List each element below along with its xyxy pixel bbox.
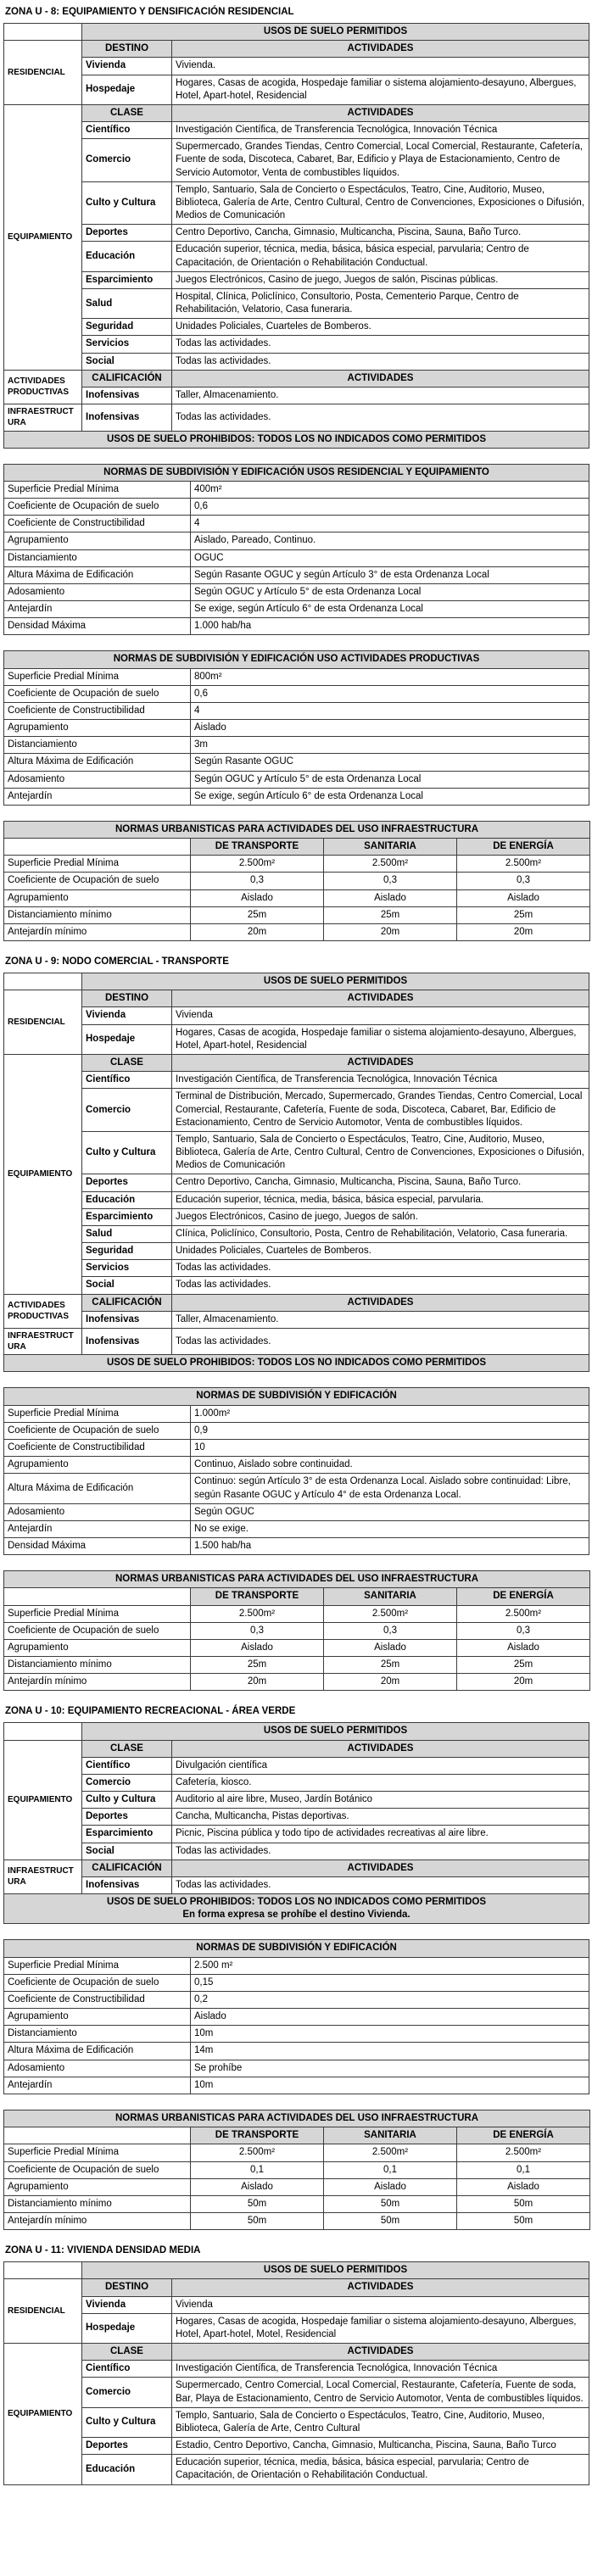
column-header: CLASE bbox=[82, 1055, 172, 1072]
infra-value: 50m bbox=[324, 2195, 457, 2212]
column-header: CLASE bbox=[82, 1740, 172, 1757]
infra-column-header: DE TRANSPORTE bbox=[191, 2127, 324, 2144]
use-actividades-text: Juegos Electrónicos, Casino de juego, Juegos de salón, Piscinas públicas. bbox=[172, 271, 589, 288]
norma-label: Distanciamiento bbox=[4, 737, 191, 754]
use-destino-label: Salud bbox=[82, 288, 172, 318]
norma-label: Superficie Predial Mínima bbox=[4, 481, 191, 498]
use-destino-label: Social bbox=[82, 1277, 172, 1294]
infra-value: Aislado bbox=[324, 2178, 457, 2195]
use-actividades-text: Hogares, Casas de acogida, Hospedaje familiar o sistema alojamiento-desayuno, Albergues, Hotel, Apart-hotel, Motel, Residencial bbox=[172, 2313, 589, 2343]
infra-value: 25m bbox=[457, 1657, 590, 1674]
norma-label: Altura Máxima de Edificación bbox=[4, 566, 191, 583]
norma-label: Coeficiente de Ocupación de suelo bbox=[4, 1974, 191, 1991]
use-category-label: EQUIPAMIENTO bbox=[4, 104, 82, 370]
infra-row-label: Agrupamiento bbox=[4, 889, 191, 906]
use-destino-label: Salud bbox=[82, 1225, 172, 1242]
norma-value: 2.500 m² bbox=[191, 1957, 589, 1974]
column-header: DESTINO bbox=[82, 2279, 172, 2296]
infra-value: 0,1 bbox=[324, 2161, 457, 2178]
use-actividades-text: Todas las actividades. bbox=[172, 1260, 589, 1277]
norma-label: Coeficiente de Constructibilidad bbox=[4, 1991, 191, 2008]
use-category-label: INFRAESTRUCTURA bbox=[4, 1328, 82, 1354]
use-destino-label: Científico bbox=[82, 122, 172, 139]
column-header: CALIFICACIÓN bbox=[82, 370, 172, 387]
use-actividades-text: Vivienda bbox=[172, 1007, 589, 1024]
norma-label: Altura Máxima de Edificación bbox=[4, 2043, 191, 2060]
infra-table-title: NORMAS URBANISTICAS PARA ACTIVIDADES DEL USO INFRAESTRUCTURA bbox=[4, 821, 590, 838]
norma-value: Según OGUC y Artículo 5° de esta Ordenanza Local bbox=[191, 583, 589, 600]
norma-value: Aislado bbox=[191, 2009, 589, 2026]
infra-value: 25m bbox=[324, 906, 457, 923]
use-destino-label: Esparcimiento bbox=[82, 271, 172, 288]
infra-column-header: DE TRANSPORTE bbox=[191, 839, 324, 856]
use-actividades-text: Todas las actividades. bbox=[172, 1876, 589, 1893]
normas-subdivision-table bbox=[3, 650, 589, 806]
norma-label: Densidad Máxima bbox=[4, 618, 191, 635]
use-category-label: RESIDENCIAL bbox=[4, 990, 82, 1055]
column-header: DESTINO bbox=[82, 990, 172, 1007]
norma-value: 0,2 bbox=[191, 1991, 589, 2008]
usos-table-corner-cell bbox=[4, 973, 82, 990]
column-header: CALIFICACIÓN bbox=[82, 1294, 172, 1311]
use-destino-label: Culto y Cultura bbox=[82, 1131, 172, 1174]
infra-column-header: SANITARIA bbox=[324, 1588, 457, 1605]
infra-value: 20m bbox=[324, 923, 457, 940]
use-actividades-text: Centro Deportivo, Cancha, Gimnasio, Multicancha, Piscina, Sauna, Baño Turco. bbox=[172, 1174, 589, 1191]
column-header: ACTIVIDADES bbox=[172, 1740, 589, 1757]
infra-row-label: Agrupamiento bbox=[4, 1639, 191, 1656]
use-actividades-text: Templo, Santuario, Sala de Concierto o Espectáculos, Teatro, Cine, Auditorio, Museo, Biblioteca, Galería de Arte, Centro Cultural bbox=[172, 2407, 589, 2437]
use-destino-label: Vivienda bbox=[82, 1007, 172, 1024]
norma-value: 400m² bbox=[191, 481, 589, 498]
prohibidos-line: USOS DE SUELO PROHIBIDOS: TODOS LOS NO INDICADOS COMO PERMITIDOS bbox=[106, 1358, 487, 1369]
infra-value: 0,3 bbox=[191, 1622, 324, 1639]
use-destino-label: Educación bbox=[82, 242, 172, 271]
use-category-label: INFRAESTRUCTURA bbox=[4, 1860, 82, 1893]
use-category-label: INFRAESTRUCTURA bbox=[4, 404, 82, 431]
use-actividades-text: Terminal de Distribución, Mercado, Supermercado, Grandes Tiendas, Centro Comercial, Local Comercial, Restaurante, Cafetería, Fuente de soda, Discoteca, Cabaret, Bar, Edificio de Estacionamiento, Centro de Servicio Automotor, Venta de combustibles líquidos. bbox=[172, 1089, 589, 1132]
infra-column-header: DE ENERGÍA bbox=[457, 839, 590, 856]
column-header: ACTIVIDADES bbox=[172, 2344, 589, 2361]
infra-value: 20m bbox=[457, 923, 590, 940]
infra-value: 50m bbox=[324, 2213, 457, 2230]
use-destino-label: Hospedaje bbox=[82, 2313, 172, 2343]
use-actividades-text: Investigación Científica, de Transferencia Tecnológica, Innovación Técnica bbox=[172, 1072, 589, 1089]
infra-row-label: Distanciamiento mínimo bbox=[4, 2195, 191, 2212]
column-header: ACTIVIDADES bbox=[172, 104, 589, 121]
norma-value: Se prohíbe bbox=[191, 2060, 589, 2077]
zone-title: ZONA U - 8: EQUIPAMIENTO Y DENSIFICACIÓN RESIDENCIAL bbox=[5, 7, 294, 17]
column-header: ACTIVIDADES bbox=[172, 1055, 589, 1072]
norma-value: Aislado, Pareado, Continuo. bbox=[191, 532, 589, 549]
usos-permitidos-table bbox=[3, 1722, 589, 1924]
norma-label: Agrupamiento bbox=[4, 1457, 191, 1474]
prohibidos-line: USOS DE SUELO PROHIBIDOS: TODOS LOS NO INDICADOS COMO PERMITIDOS bbox=[106, 433, 487, 444]
infra-table-title: NORMAS URBANISTICAS PARA ACTIVIDADES DEL USO INFRAESTRUCTURA bbox=[4, 1571, 590, 1588]
normas-table-title: NORMAS DE SUBDIVISIÓN Y EDIFICACIÓN bbox=[4, 1940, 589, 1957]
use-destino-label: Deportes bbox=[82, 1809, 172, 1826]
use-category-label: ACTIVIDADES PRODUCTIVAS bbox=[4, 370, 82, 404]
infra-value: 2.500m² bbox=[457, 856, 590, 873]
infra-value: 0,3 bbox=[457, 873, 590, 889]
prohibidos-line: En forma expresa se prohíbe el destino Vivienda. bbox=[182, 1910, 410, 1921]
normas-subdivision-table bbox=[3, 464, 589, 636]
infra-corner-cell bbox=[4, 839, 191, 856]
zone-title: ZONA U - 11: VIVIENDA DENSIDAD MEDIA bbox=[5, 2245, 201, 2256]
column-header: ACTIVIDADES bbox=[172, 2279, 589, 2296]
usos-table-title: USOS DE SUELO PERMITIDOS bbox=[82, 2262, 589, 2279]
infra-row-label: Coeficiente de Ocupación de suelo bbox=[4, 2161, 191, 2178]
norma-value: No se exige. bbox=[191, 1520, 589, 1537]
use-destino-label: Inofensivas bbox=[82, 1876, 172, 1893]
zone-title: ZONA U - 10: EQUIPAMIENTO RECREACIONAL - ÁREA VERDE bbox=[5, 1706, 296, 1717]
norma-label: Coeficiente de Constructibilidad bbox=[4, 1439, 191, 1456]
infra-corner-cell bbox=[4, 1588, 191, 1605]
infra-row-label: Distanciamiento mínimo bbox=[4, 1657, 191, 1674]
use-actividades-text: Unidades Policiales, Cuarteles de Bomberos. bbox=[172, 1243, 589, 1260]
infra-value: Aislado bbox=[457, 1639, 590, 1656]
norma-value: 800m² bbox=[191, 668, 589, 685]
infra-table-title: NORMAS URBANISTICAS PARA ACTIVIDADES DEL USO INFRAESTRUCTURA bbox=[4, 2110, 590, 2127]
norma-label: Agrupamiento bbox=[4, 720, 191, 737]
use-destino-label: Científico bbox=[82, 1072, 172, 1089]
infra-corner-cell bbox=[4, 2127, 191, 2144]
use-actividades-text: Taller, Almacenamiento. bbox=[172, 387, 589, 404]
use-destino-label: Deportes bbox=[82, 225, 172, 242]
infraestructura-normas-table bbox=[3, 2110, 590, 2230]
use-destino-label: Vivienda bbox=[82, 58, 172, 75]
use-actividades-text: Cancha, Multicancha, Pistas deportivas. bbox=[172, 1809, 589, 1826]
infra-row-label: Superficie Predial Mínima bbox=[4, 1605, 191, 1622]
infra-row-label: Antejardín mínimo bbox=[4, 1674, 191, 1691]
use-destino-label: Inofensivas bbox=[82, 1311, 172, 1328]
use-destino-label: Servicios bbox=[82, 336, 172, 353]
norma-value: 1.000 hab/ha bbox=[191, 618, 589, 635]
usos-table-corner-cell bbox=[4, 24, 82, 41]
norma-value: Según OGUC bbox=[191, 1503, 589, 1520]
infra-value: 2.500m² bbox=[457, 1605, 590, 1622]
infra-value: 50m bbox=[457, 2195, 590, 2212]
use-destino-label: Educación bbox=[82, 1191, 172, 1208]
normas-subdivision-table bbox=[3, 1387, 589, 1555]
norma-label: Coeficiente de Ocupación de suelo bbox=[4, 499, 191, 516]
use-destino-label: Educación bbox=[82, 2455, 172, 2484]
use-destino-label: Comercio bbox=[82, 1089, 172, 1132]
norma-value: 1.000m² bbox=[191, 1405, 589, 1422]
use-destino-label: Hospedaje bbox=[82, 75, 172, 104]
norma-label: Superficie Predial Mínima bbox=[4, 1957, 191, 1974]
infra-row-label: Agrupamiento bbox=[4, 2178, 191, 2195]
normas-table-title: NORMAS DE SUBDIVISIÓN Y EDIFICACIÓN USO ACTIVIDADES PRODUCTIVAS bbox=[4, 651, 589, 668]
infra-value: 25m bbox=[457, 906, 590, 923]
infra-value: Aislado bbox=[324, 1639, 457, 1656]
infraestructura-normas-table bbox=[3, 1570, 590, 1691]
norma-value: 4 bbox=[191, 516, 589, 532]
use-destino-label: Deportes bbox=[82, 2438, 172, 2455]
norma-label: Adosamiento bbox=[4, 1503, 191, 1520]
infra-value: 2.500m² bbox=[324, 1605, 457, 1622]
use-destino-label: Deportes bbox=[82, 1174, 172, 1191]
infra-value: Aislado bbox=[457, 889, 590, 906]
use-actividades-text: Hospital, Clínica, Policlínico, Consultorio, Posta, Cementerio Parque, Centro de Rehabilitación, Velatorio, Casa funeraria. bbox=[172, 288, 589, 318]
use-actividades-text: Estadio, Centro Deportivo, Cancha, Gimnasio, Multicancha, Piscina, Sauna, Baño Turco bbox=[172, 2438, 589, 2455]
use-destino-label: Servicios bbox=[82, 1260, 172, 1277]
use-actividades-text: Todas las actividades. bbox=[172, 1328, 589, 1354]
infra-value: Aislado bbox=[324, 889, 457, 906]
infra-value: 50m bbox=[457, 2213, 590, 2230]
infra-value: 25m bbox=[324, 1657, 457, 1674]
norma-label: Antejardín bbox=[4, 1520, 191, 1537]
use-destino-label: Hospedaje bbox=[82, 1024, 172, 1054]
infra-value: 2.500m² bbox=[191, 1605, 324, 1622]
use-destino-label: Comercio bbox=[82, 2378, 172, 2407]
norma-value: Continuo, Aislado sobre continuidad. bbox=[191, 1457, 589, 1474]
use-destino-label: Esparcimiento bbox=[82, 1826, 172, 1843]
usos-table-title: USOS DE SUELO PERMITIDOS bbox=[82, 24, 589, 41]
infra-value: 0,1 bbox=[457, 2161, 590, 2178]
infra-value: 20m bbox=[191, 1674, 324, 1691]
norma-value: OGUC bbox=[191, 549, 589, 566]
infra-value: 2.500m² bbox=[191, 2144, 324, 2161]
norma-label: Distanciamiento bbox=[4, 2026, 191, 2043]
use-actividades-text: Taller, Almacenamiento. bbox=[172, 1311, 589, 1328]
use-actividades-text: Divulgación científica bbox=[172, 1757, 589, 1774]
norma-value: 4 bbox=[191, 702, 589, 719]
use-actividades-text: Centro Deportivo, Cancha, Gimnasio, Multicancha, Piscina, Sauna, Baño Turco. bbox=[172, 225, 589, 242]
column-header: ACTIVIDADES bbox=[172, 41, 589, 58]
infra-value: 2.500m² bbox=[457, 2144, 590, 2161]
use-destino-label: Inofensivas bbox=[82, 387, 172, 404]
column-header: ACTIVIDADES bbox=[172, 990, 589, 1007]
use-destino-label: Vivienda bbox=[82, 2296, 172, 2313]
use-actividades-text: Todas las actividades. bbox=[172, 1277, 589, 1294]
infra-value: 0,3 bbox=[324, 873, 457, 889]
use-category-label: EQUIPAMIENTO bbox=[4, 1055, 82, 1295]
norma-value: 0,6 bbox=[191, 685, 589, 702]
norma-value: Según Rasante OGUC bbox=[191, 754, 589, 771]
use-destino-label: Seguridad bbox=[82, 1243, 172, 1260]
infra-column-header: DE TRANSPORTE bbox=[191, 1588, 324, 1605]
infra-value: 20m bbox=[324, 1674, 457, 1691]
infra-value: 2.500m² bbox=[191, 856, 324, 873]
norma-value: 1.500 hab/ha bbox=[191, 1538, 589, 1555]
norma-value: Según OGUC y Artículo 5° de esta Ordenanza Local bbox=[191, 771, 589, 788]
use-category-label: ACTIVIDADES PRODUCTIVAS bbox=[4, 1294, 82, 1328]
norma-value: 14m bbox=[191, 2043, 589, 2060]
usos-table-title: USOS DE SUELO PERMITIDOS bbox=[82, 973, 589, 990]
infra-value: 50m bbox=[191, 2213, 324, 2230]
use-actividades-text: Supermercado, Grandes Tiendas, Centro Comercial, Local Comercial, Restaurante, Cafetería, Fuente de soda, Discoteca, Cabaret, Bar, Edificio y Playa de Estacionamiento, Centro de Servicio Automotor, Venta de combustibles líquidos. bbox=[172, 139, 589, 182]
use-destino-label: Inofensivas bbox=[82, 1328, 172, 1354]
infra-column-header: DE ENERGÍA bbox=[457, 1588, 590, 1605]
norma-label: Coeficiente de Constructibilidad bbox=[4, 516, 191, 532]
norma-value: 10 bbox=[191, 1439, 589, 1456]
use-actividades-text: Investigación Científica, de Transferencia Tecnológica, Innovación Técnica bbox=[172, 2361, 589, 2378]
usos-prohibidos-banner bbox=[4, 1355, 589, 1372]
use-actividades-text: Todas las actividades. bbox=[172, 1843, 589, 1860]
infra-row-label: Superficie Predial Mínima bbox=[4, 2144, 191, 2161]
infra-value: Aislado bbox=[191, 2178, 324, 2195]
use-destino-label: Comercio bbox=[82, 139, 172, 182]
use-actividades-text: Hogares, Casas de acogida, Hospedaje familiar o sistema alojamiento-desayuno, Albergues, Hotel, Apart-hotel, Residencial bbox=[172, 1024, 589, 1054]
norma-value: Continuo: según Artículo 3° de esta Ordenanza Local. Aislado sobre continuidad: Libre, según Rasante OGUC y Artículo 4° de esta Ordenanza Local. bbox=[191, 1474, 589, 1503]
norma-label: Superficie Predial Mínima bbox=[4, 668, 191, 685]
norma-label: Adosamiento bbox=[4, 2060, 191, 2077]
use-actividades-text: Todas las actividades. bbox=[172, 336, 589, 353]
use-category-label: EQUIPAMIENTO bbox=[4, 2344, 82, 2485]
use-destino-label: Seguridad bbox=[82, 319, 172, 336]
infra-value: 0,3 bbox=[191, 873, 324, 889]
norma-label: Antejardín bbox=[4, 601, 191, 618]
column-header: ACTIVIDADES bbox=[172, 370, 589, 387]
column-header: CLASE bbox=[82, 2344, 172, 2361]
infra-value: 2.500m² bbox=[324, 856, 457, 873]
usos-permitidos-table bbox=[3, 2261, 589, 2484]
norma-label: Agrupamiento bbox=[4, 532, 191, 549]
infra-row-label: Superficie Predial Mínima bbox=[4, 856, 191, 873]
infra-value: 50m bbox=[191, 2195, 324, 2212]
infra-row-label: Antejardín mínimo bbox=[4, 2213, 191, 2230]
use-actividades-text: Vivienda. bbox=[172, 58, 589, 75]
use-actividades-text: Educación superior, técnica, media, básica, básica especial, parvularia; Centro de Capacitación, de Orientación o Rehabilitación Conductual. bbox=[172, 242, 589, 271]
use-actividades-text: Investigación Científica, de Transferencia Tecnológica, Innovación Técnica bbox=[172, 122, 589, 139]
norma-value: 0,6 bbox=[191, 499, 589, 516]
infra-value: 25m bbox=[191, 906, 324, 923]
usos-table-corner-cell bbox=[4, 1723, 82, 1740]
use-actividades-text: Templo, Santuario, Sala de Concierto o Espectáculos, Teatro, Cine, Auditorio, Museo, Biblioteca, Galería de Arte, Centro Cultural, Centro de Convenciones, Exposiciones o Difusión, Medios de Comunicación bbox=[172, 1131, 589, 1174]
norma-value: Según Rasante OGUC y según Artículo 3° de esta Ordenanza Local bbox=[191, 566, 589, 583]
norma-value: Se exige, según Artículo 6° de esta Ordenanza Local bbox=[191, 788, 589, 805]
infra-value: Aislado bbox=[191, 889, 324, 906]
zoning-ordinance-document bbox=[3, 7, 589, 2485]
column-header: CLASE bbox=[82, 104, 172, 121]
use-category-label: EQUIPAMIENTO bbox=[4, 1740, 82, 1860]
infra-value: Aislado bbox=[191, 1639, 324, 1656]
use-actividades-text: Todas las actividades. bbox=[172, 353, 589, 370]
infra-row-label: Coeficiente de Ocupación de suelo bbox=[4, 873, 191, 889]
use-destino-label: Culto y Cultura bbox=[82, 181, 172, 225]
normas-subdivision-table bbox=[3, 1939, 589, 2094]
infra-row-label: Distanciamiento mínimo bbox=[4, 906, 191, 923]
infra-row-label: Antejardín mínimo bbox=[4, 923, 191, 940]
use-actividades-text: Clínica, Policlínico, Consultorio, Posta, Centro de Rehabilitación, Velatorio, Casa funeraria. bbox=[172, 1225, 589, 1242]
use-category-label: RESIDENCIAL bbox=[4, 41, 82, 105]
use-destino-label: Científico bbox=[82, 1757, 172, 1774]
use-actividades-text: Vivienda bbox=[172, 2296, 589, 2313]
norma-label: Densidad Máxima bbox=[4, 1538, 191, 1555]
norma-label: Altura Máxima de Edificación bbox=[4, 754, 191, 771]
infra-value: 0,3 bbox=[457, 1622, 590, 1639]
infra-column-header: SANITARIA bbox=[324, 2127, 457, 2144]
use-destino-label: Culto y Cultura bbox=[82, 1792, 172, 1809]
norma-label: Superficie Predial Mínima bbox=[4, 1405, 191, 1422]
norma-value: 10m bbox=[191, 2077, 589, 2094]
normas-table-title: NORMAS DE SUBDIVISIÓN Y EDIFICACIÓN bbox=[4, 1388, 589, 1405]
use-actividades-text: Todas las actividades. bbox=[172, 404, 589, 431]
infra-column-header: DE ENERGÍA bbox=[457, 2127, 590, 2144]
norma-label: Distanciamiento bbox=[4, 549, 191, 566]
column-header: CALIFICACIÓN bbox=[82, 1860, 172, 1876]
norma-label: Antejardín bbox=[4, 788, 191, 805]
infra-value: 25m bbox=[191, 1657, 324, 1674]
column-header: ACTIVIDADES bbox=[172, 1294, 589, 1311]
use-actividades-text: Supermercado, Centro Comercial, Local Comercial, Restaurante, Cafetería, Fuente de soda, Bar, Playa de Estacionamiento, Centro de Servicio Automotor, Venta de combustibles líquidos. bbox=[172, 2378, 589, 2407]
usos-table-title: USOS DE SUELO PERMITIDOS bbox=[82, 1723, 589, 1740]
usos-table-corner-cell bbox=[4, 2262, 82, 2279]
infra-value: 20m bbox=[191, 923, 324, 940]
infra-column-header: SANITARIA bbox=[324, 839, 457, 856]
norma-value: 3m bbox=[191, 737, 589, 754]
use-actividades-text: Auditorio al aire libre, Museo, Jardín Botánico bbox=[172, 1792, 589, 1809]
use-actividades-text: Juegos Electrónicos, Casino de juego, Juegos de salón. bbox=[172, 1208, 589, 1225]
use-actividades-text: Picnic, Piscina pública y todo tipo de actividades recreativas al aire libre. bbox=[172, 1826, 589, 1843]
normas-table-title: NORMAS DE SUBDIVISIÓN Y EDIFICACIÓN USOS RESIDENCIAL Y EQUIPAMIENTO bbox=[4, 464, 589, 481]
use-actividades-text: Templo, Santuario, Sala de Concierto o Espectáculos, Teatro, Cine, Auditorio, Museo, Biblioteca, Galería de Arte, Centro Cultural, Centro de Convenciones, Exposiciones o Difusión, Medios de Comunicación bbox=[172, 181, 589, 225]
usos-permitidos-table bbox=[3, 973, 589, 1372]
use-actividades-text: Cafetería, kiosco. bbox=[172, 1774, 589, 1791]
use-destino-label: Comercio bbox=[82, 1774, 172, 1791]
use-category-label: RESIDENCIAL bbox=[4, 2279, 82, 2344]
norma-label: Agrupamiento bbox=[4, 2009, 191, 2026]
norma-label: Antejardín bbox=[4, 2077, 191, 2094]
column-header: ACTIVIDADES bbox=[172, 1860, 589, 1876]
norma-value: 0,9 bbox=[191, 1422, 589, 1439]
use-actividades-text: Educación superior, técnica, media, básica, básica especial, parvularia; Centro de Capacitación, de Orientación o Rehabilitación Conductual. bbox=[172, 2455, 589, 2484]
usos-prohibidos-banner bbox=[4, 431, 589, 448]
infra-row-label: Coeficiente de Ocupación de suelo bbox=[4, 1622, 191, 1639]
norma-label: Adosamiento bbox=[4, 583, 191, 600]
norma-label: Adosamiento bbox=[4, 771, 191, 788]
infra-value: 0,1 bbox=[191, 2161, 324, 2178]
norma-label: Altura Máxima de Edificación bbox=[4, 1474, 191, 1503]
norma-value: 0,15 bbox=[191, 1974, 589, 1991]
norma-value: Aislado bbox=[191, 720, 589, 737]
zone-title: ZONA U - 9: NODO COMERCIAL - TRANSPORTE bbox=[5, 956, 229, 967]
norma-value: Se exige, según Artículo 6° de esta Ordenanza Local bbox=[191, 601, 589, 618]
column-header: DESTINO bbox=[82, 41, 172, 58]
norma-label: Coeficiente de Ocupación de suelo bbox=[4, 685, 191, 702]
use-destino-label: Inofensivas bbox=[82, 404, 172, 431]
norma-value: 10m bbox=[191, 2026, 589, 2043]
use-actividades-text: Hogares, Casas de acogida, Hospedaje familiar o sistema alojamiento-desayuno, Albergues, Hotel, Apart-hotel, Residencial bbox=[172, 75, 589, 104]
norma-label: Coeficiente de Ocupación de suelo bbox=[4, 1422, 191, 1439]
use-destino-label: Culto y Cultura bbox=[82, 2407, 172, 2437]
use-actividades-text: Unidades Policiales, Cuarteles de Bomberos. bbox=[172, 319, 589, 336]
prohibidos-line: USOS DE SUELO PROHIBIDOS: TODOS LOS NO INDICADOS COMO PERMITIDOS bbox=[106, 1897, 487, 1908]
use-destino-label: Científico bbox=[82, 2361, 172, 2378]
use-destino-label: Social bbox=[82, 1843, 172, 1860]
infra-value: 20m bbox=[457, 1674, 590, 1691]
infra-value: Aislado bbox=[457, 2178, 590, 2195]
usos-permitidos-table bbox=[3, 23, 589, 449]
infra-value: 2.500m² bbox=[324, 2144, 457, 2161]
use-destino-label: Esparcimiento bbox=[82, 1208, 172, 1225]
infra-value: 0,3 bbox=[324, 1622, 457, 1639]
use-destino-label: Social bbox=[82, 353, 172, 370]
use-actividades-text: Educación superior, técnica, media, básica, básica especial, parvularia. bbox=[172, 1191, 589, 1208]
infraestructura-normas-table bbox=[3, 821, 590, 941]
usos-prohibidos-banner bbox=[4, 1894, 589, 1924]
norma-label: Coeficiente de Constructibilidad bbox=[4, 702, 191, 719]
